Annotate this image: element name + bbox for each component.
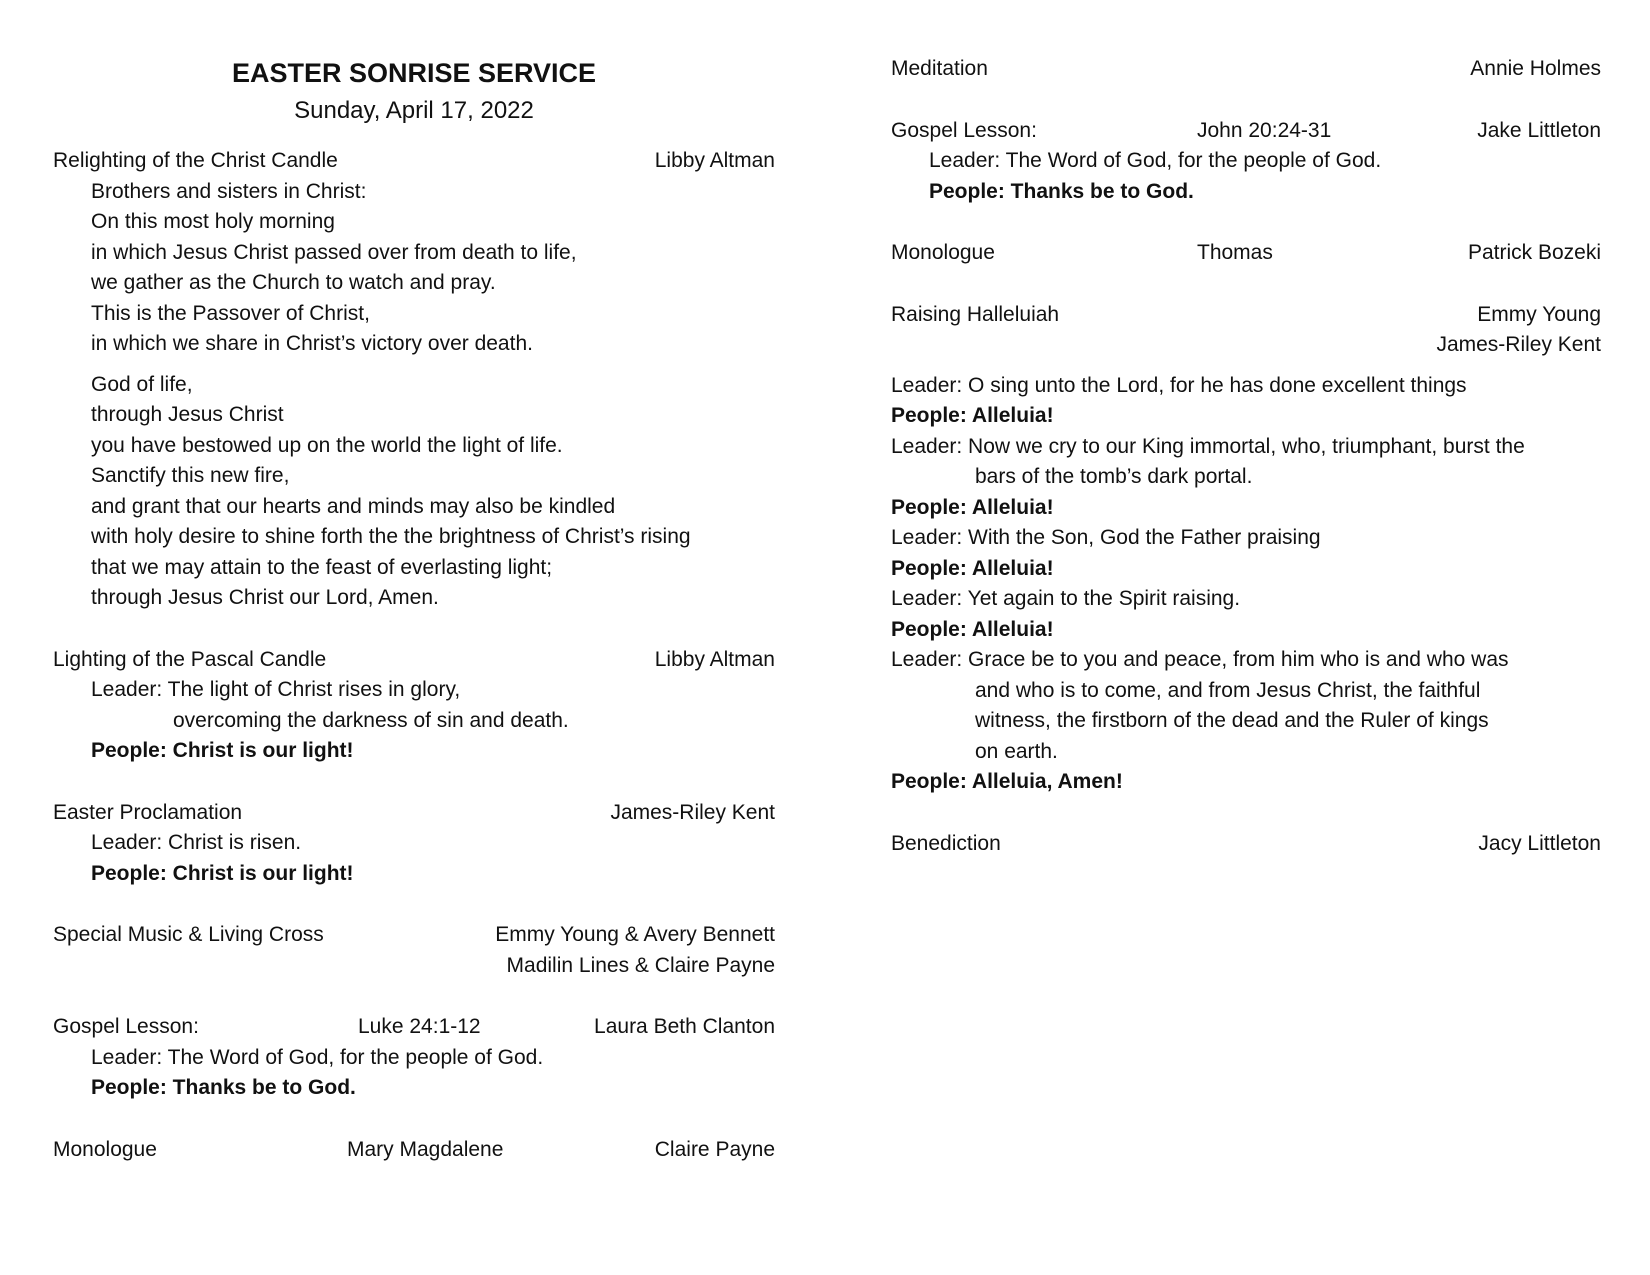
section-person: Emmy Young [1477,302,1601,326]
section-heading [53,1135,775,1166]
section-heading [53,645,775,676]
section-title: Relighting of the Christ Candle [53,149,338,172]
left-column [53,0,775,1196]
monologue-character: Thomas [1197,241,1273,264]
leader-line-continued: overcoming the darkness of sin and death. [173,708,569,732]
prayer-line: in which we share in Christ’s victory over death. [91,332,533,355]
section-heading [891,829,1601,860]
section-gospel-john [891,116,1601,208]
monologue-character: Mary Magdalene [347,1137,504,1161]
section-monologue-mary [53,1135,775,1166]
section-heading [53,146,775,177]
section-title: Monologue [53,1137,157,1161]
prayer-line: in which Jesus Christ passed over from death to life, [91,240,577,264]
leader-line: Leader: Grace be to you and peace, from him who is and who was [891,648,1509,671]
section-special-music [53,920,775,981]
people-response: People: Alleluia! [891,556,1054,580]
people-response: People: Thanks be to God. [91,1076,356,1099]
section-title: Easter Proclamation [53,800,243,824]
section-title: Gospel Lesson: [53,1015,199,1038]
section-person-2: James-Riley Kent [1436,333,1601,356]
prayer-line: Sanctify this new fire, [91,464,290,487]
people-response: People: Alleluia! [891,617,1054,641]
section-heading [891,238,1601,269]
prayer-line: through Jesus Christ our Lord, Amen. [91,586,439,609]
prayer-line: we gather as the Church to watch and pray. [91,271,496,294]
service-date: Sunday, April 17, 2022 [294,97,534,124]
leader-line: Leader: Now we cry to our King immortal, who, triumphant, burst the [891,434,1525,458]
people-response: People: Christ is our light! [91,739,354,762]
leader-line-continued: witness, the firstborn of the dead and the Ruler of kings [975,709,1489,732]
section-monologue-thomas [891,238,1601,269]
responsive-reading [891,371,1601,798]
section-title: Meditation [891,57,988,80]
section-pascal-candle [53,645,775,767]
prayer-text-a [53,177,775,360]
right-column [891,54,1601,890]
section-relighting [53,146,775,614]
prayer-line: On this most holy morning [91,210,335,233]
leader-line: Leader: Christ is risen. [91,831,302,854]
section-heading [891,116,1601,147]
prayer-line: This is the Passover of Christ, [91,301,370,325]
leader-line-continued: and who is to come, and from Jesus Christ, the faithful [975,678,1481,702]
spacer [53,360,775,370]
section-person: James-Riley Kent [610,800,775,824]
section-person-2: Madilin Lines & Claire Payne [506,953,775,977]
leader-line-continued: bars of the tomb’s dark portal. [975,465,1253,488]
prayer-line: you have bestowed up on the world the light of life. [91,433,563,457]
prayer-line: God of life, [91,372,193,396]
section-gospel-luke [53,1012,775,1104]
title-block [53,54,775,130]
scripture-reference: John 20:24-31 [1197,118,1332,142]
leader-line-continued: on earth. [975,739,1058,763]
prayer-line: Brothers and sisters in Christ: [91,179,367,203]
leader-line: Leader: O sing unto the Lord, for he has done excellent things [891,373,1467,397]
section-heading [891,300,1601,331]
section-heading [53,1012,775,1043]
leader-line: Leader: The light of Christ rises in glory, [91,678,461,701]
leader-line: Leader: The Word of God, for the people of God. [929,149,1382,172]
section-title: Monologue [891,241,995,264]
section-person: Libby Altman [654,647,775,671]
section-benediction [891,829,1601,860]
prayer-line: that we may attain to the feast of everlasting light; [91,555,553,579]
people-response: People: Alleluia! [891,404,1054,427]
prayer-text-b [53,370,775,614]
leader-line: Leader: The Word of God, for the people of God. [91,1045,544,1069]
section-heading [53,798,775,829]
section-heading [891,54,1601,85]
section-person: Patrick Bozeki [1467,241,1601,264]
section-title: Benediction [891,831,1001,855]
section-raising-halleluiah [891,300,1601,361]
people-response: People: Alleluia, Amen! [891,770,1123,793]
section-title: Special Music & Living Cross [53,923,324,946]
section-person: Annie Holmes [1470,57,1601,80]
section-easter-proclamation [53,798,775,890]
section-person: Emmy Young & Avery Bennett [495,923,775,946]
section-person: Libby Altman [654,149,775,172]
prayer-line: and grant that our hearts and minds may also be kindled [91,494,616,518]
section-heading [53,920,775,951]
section-person: Laura Beth Clanton [594,1015,775,1038]
section-person: Claire Payne [654,1137,775,1161]
section-title: Lighting of the Pascal Candle [53,647,327,671]
people-response: People: Thanks be to God. [929,179,1194,203]
section-title: Gospel Lesson: [891,118,1037,142]
section-title: Raising Halleluiah [891,302,1060,326]
scripture-reference: Luke 24:1-12 [358,1015,481,1038]
leader-line: Leader: With the Son, God the Father praising [891,526,1321,549]
leader-line: Leader: Yet again to the Spirit raising. [891,587,1241,610]
prayer-line: through Jesus Christ [91,403,284,426]
page-title: EASTER SONRISE SERVICE [231,58,597,88]
people-response: People: Christ is our light! [91,861,354,885]
section-meditation [891,54,1601,85]
section-person: Jacy Littleton [1478,831,1601,855]
prayer-line: with holy desire to shine forth the the brightness of Christ’s rising [91,525,691,548]
people-response: People: Alleluia! [891,495,1054,519]
section-person: Jake Littleton [1477,118,1601,142]
